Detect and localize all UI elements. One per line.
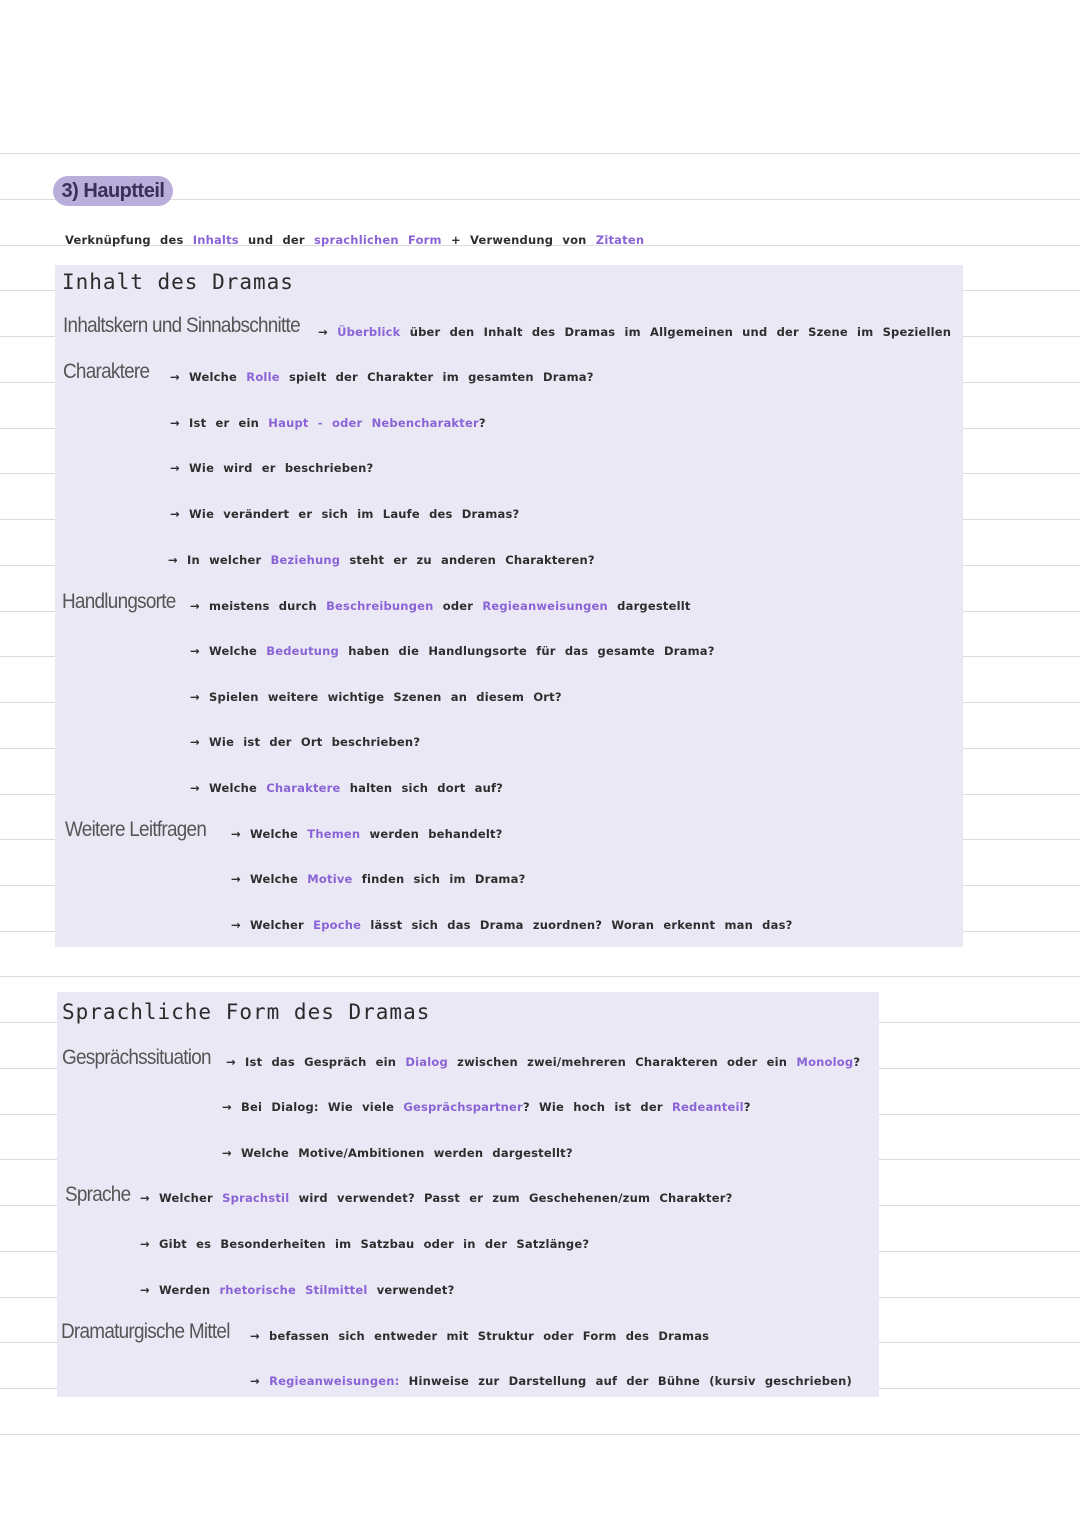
- leitfragen-q1: → Welche Themen werden behandelt?: [231, 827, 503, 841]
- content-heading: Inhalt des Dramas: [62, 270, 294, 294]
- intro-line: Verknüpfung des Inhalts und der sprachlichen Form + Verwendung von Zitaten: [65, 233, 645, 247]
- sprache-q3: → Werden rhetorische Stilmittel verwendet?: [140, 1283, 455, 1297]
- gespraech-q2: → Bei Dialog: Wie viele Gesprächspartner? Wie hoch ist der Redeanteil?: [222, 1100, 751, 1114]
- charaktere-label: Charaktere: [63, 360, 150, 383]
- handlungsorte-label: Handlungsorte: [62, 590, 176, 613]
- dramaturgie-label: Dramaturgische Mittel: [61, 1320, 230, 1343]
- inhaltskern-row: [63, 314, 326, 338]
- charaktere-q4: → Wie verändert er sich im Laufe des Dramas?: [170, 507, 520, 521]
- charaktere-q3: → Wie wird er beschrieben?: [170, 461, 374, 475]
- handlungsorte-q4: → Wie ist der Ort beschrieben?: [190, 735, 421, 749]
- charaktere-q1: → Welche Rolle spielt der Charakter im gesamten Drama?: [170, 370, 594, 384]
- inhaltskern-label: Inhaltskern und Sinnabschnitte: [63, 314, 300, 337]
- leitfragen-q2: → Welche Motive finden sich im Drama?: [231, 872, 526, 886]
- sprache-q1: → Welcher Sprachstil wird verwendet? Passt er zum Geschehenen/zum Charakter?: [140, 1191, 733, 1205]
- gespraech-q3: → Welche Motive/Ambitionen werden dargestellt?: [222, 1146, 573, 1160]
- gespraech-q1: → Ist das Gespräch ein Dialog zwischen zwei/mehreren Charakteren oder ein Monolog?: [226, 1055, 861, 1069]
- gespraech-label: Gesprächssituation: [62, 1046, 211, 1069]
- charaktere-q5: → In welcher Beziehung steht er zu anderen Charakteren?: [168, 553, 595, 567]
- form-heading: Sprachliche Form des Dramas: [62, 1000, 431, 1024]
- sprache-label: Sprache: [65, 1183, 131, 1206]
- sprache-q2: → Gibt es Besonderheiten im Satzbau oder in der Satzlänge?: [140, 1237, 590, 1251]
- handlungsorte-q3: → Spielen weitere wichtige Szenen an diesem Ort?: [190, 690, 562, 704]
- leitfragen-q3: → Welcher Epoche lässt sich das Drama zuordnen? Woran erkennt man das?: [231, 918, 793, 932]
- handlungsorte-q1: → meistens durch Beschreibungen oder Regieanweisungen dargestellt: [190, 599, 691, 613]
- dramaturgie-q2: → Regieanweisungen: Hinweise zur Darstellung auf der Bühne (kursiv geschrieben): [250, 1374, 853, 1388]
- leitfragen-label: Weitere Leitfragen: [65, 818, 207, 841]
- handlungsorte-q5: → Welche Charaktere halten sich dort auf?: [190, 781, 504, 795]
- section-badge: 3) Hauptteil: [53, 176, 173, 206]
- dramaturgie-q1: → befassen sich entweder mit Struktur oder Form des Dramas: [250, 1329, 710, 1343]
- handlungsorte-q2: → Welche Bedeutung haben die Handlungsorte für das gesamte Drama?: [190, 644, 715, 658]
- inhaltskern-text: → Überblick über den Inhalt des Dramas im Allgemeinen und der Szene im Speziellen: [318, 325, 952, 339]
- charaktere-q2: → Ist er ein Haupt - oder Nebencharakter?: [170, 416, 486, 430]
